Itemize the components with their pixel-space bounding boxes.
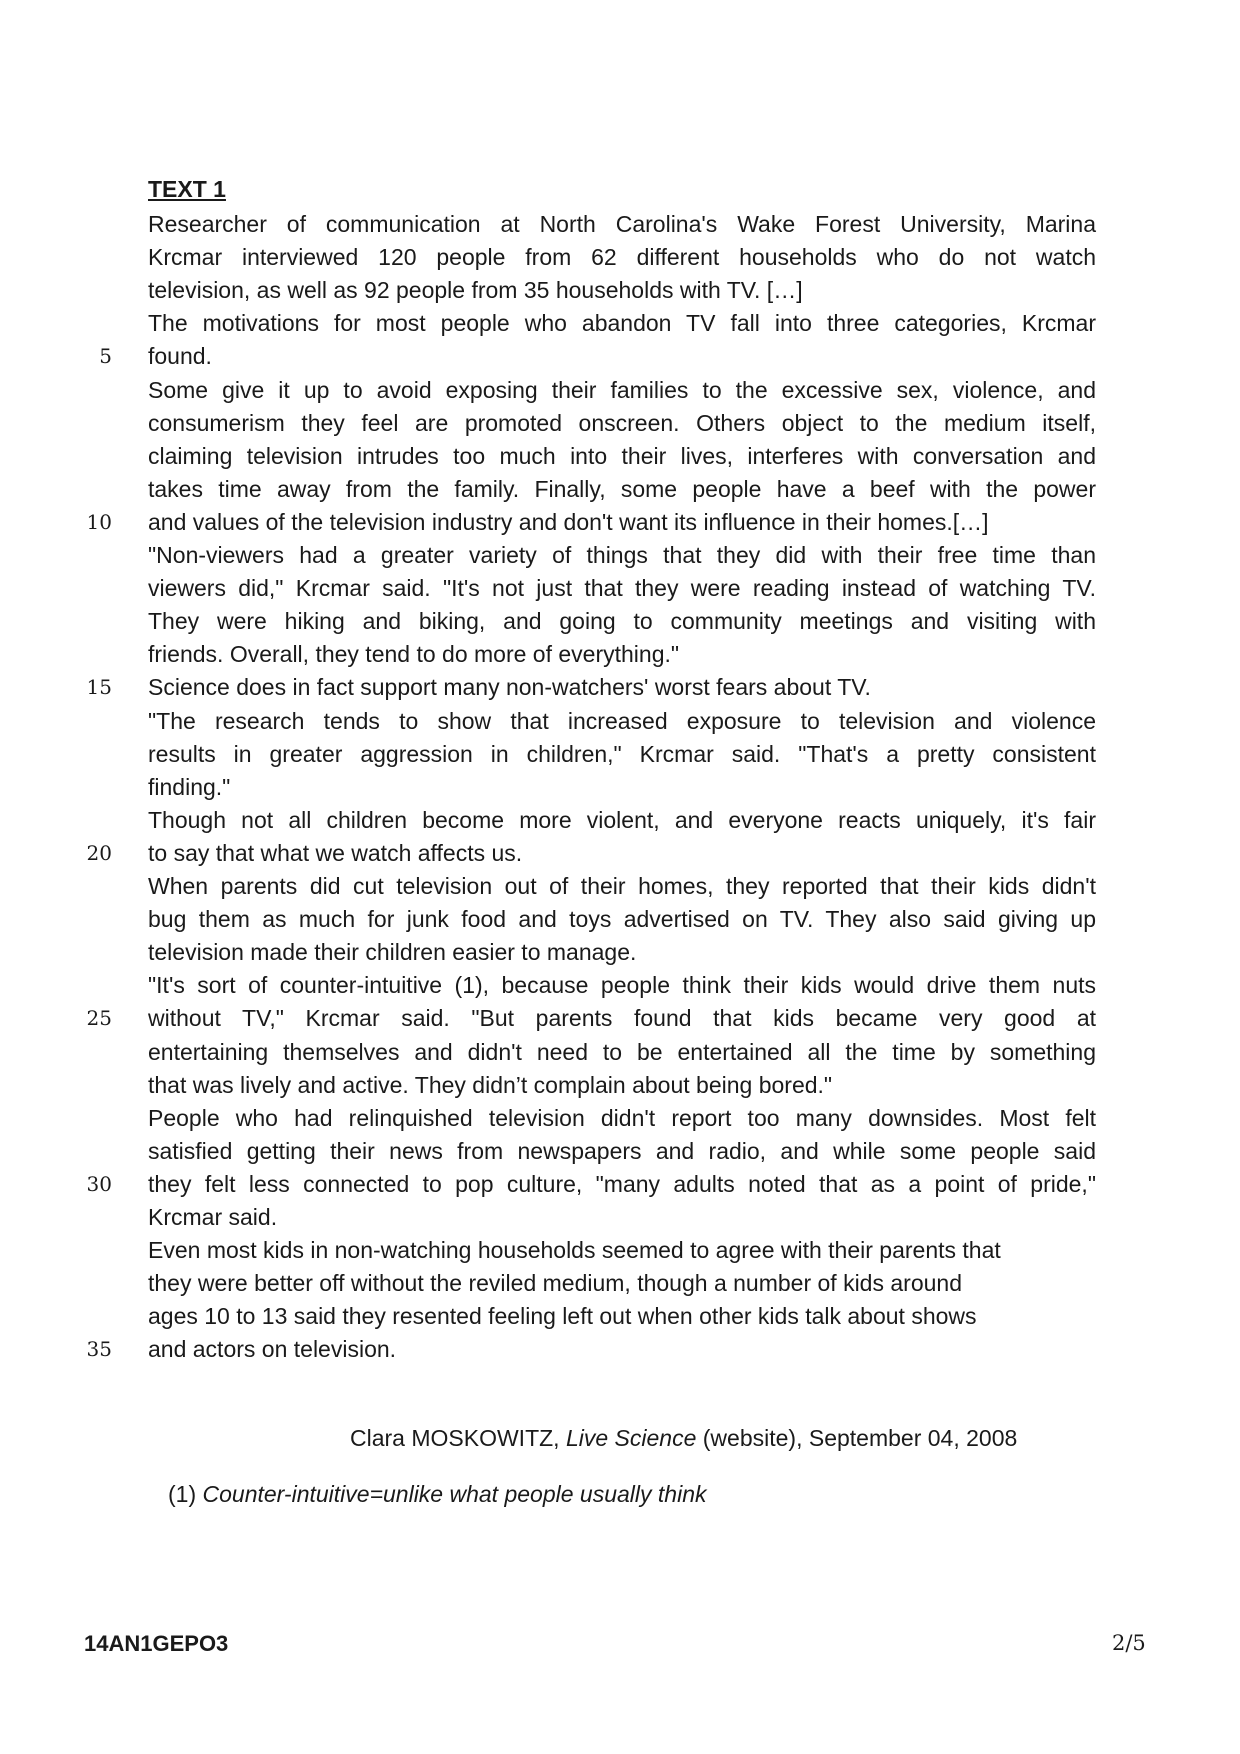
line-number: 35 (86, 1337, 112, 1362)
text-line: friends. Overall, they tend to do more of everything." (148, 641, 680, 668)
text-line: viewers did," Krcmar said. "It's not just that they were reading instead of watching TV. (148, 575, 1096, 602)
text-line: ages 10 to 13 said they resented feeling left out when other kids talk about shows (148, 1303, 977, 1330)
source-citation (350, 1422, 1017, 1455)
line-number: 10 (86, 509, 112, 534)
text-line: satisfied getting their news from newspapers and radio, and while some people said (148, 1137, 1096, 1164)
text-line: entertaining themselves and didn't need to be entertained all the time by something (148, 1038, 1096, 1065)
text-heading: TEXT 1 (148, 176, 226, 202)
footnote-marker: (1) (168, 1481, 197, 1507)
footnote-text: Counter-intuitive=unlike what people usually think (202, 1481, 707, 1507)
text-line: television, as well as 92 people from 35 households with TV. […] (148, 277, 803, 304)
text-line: without TV," Krcmar said. "But parents found that kids became very good at (148, 1005, 1096, 1032)
text-line: The motivations for most people who abandon TV fall into three categories, Krcmar (148, 310, 1096, 337)
text-line: claiming television intrudes too much into their lives, interferes with conversation and (148, 442, 1096, 469)
source-publication: Live Science (565, 1425, 697, 1451)
source-author: Clara MOSKOWITZ, (350, 1425, 560, 1451)
text-line: television made their children easier to manage. (148, 939, 637, 966)
text-line: and values of the television industry and don't want its influence in their homes.[…] (148, 508, 989, 535)
text-line: and actors on television. (148, 1336, 397, 1363)
text-line: People who had relinquished television didn't report too many downsides. Most felt (148, 1104, 1096, 1131)
text-line: They were hiking and biking, and going to community meetings and visiting with (148, 608, 1096, 635)
line-number: 25 (86, 1006, 112, 1031)
text-line: that was lively and active. They didn’t complain about being bored." (148, 1071, 833, 1098)
text-line: Krcmar said. (148, 1204, 278, 1230)
line-number: 15 (86, 675, 112, 700)
footnote (168, 1478, 706, 1511)
exam-code: 14AN1GEPO3 (84, 1631, 229, 1656)
text-line: Researcher of communication at North Carolina's Wake Forest University, Marina (148, 211, 1096, 237)
text-line: "The research tends to show that increased exposure to television and violence (148, 707, 1096, 734)
text-line: takes time away from the family. Finally, some people have a beef with the power (148, 475, 1096, 502)
source-details: (website), September 04, 2008 (702, 1425, 1018, 1451)
text-line: Krcmar interviewed 120 people from 62 different households who do not watch (148, 244, 1096, 271)
page-number: 2/5 (1112, 1631, 1146, 1655)
line-number: 20 (86, 840, 112, 865)
text-line: When parents did cut television out of their homes, they reported that their kids didn't (148, 873, 1096, 899)
text-line: "It's sort of counter-intuitive (1), because people think their kids would drive them nuts (148, 972, 1096, 999)
text-line: they were better off without the reviled medium, though a number of kids around (148, 1270, 962, 1297)
text-line: they felt less connected to pop culture, "many adults noted that as a point of pride," (148, 1170, 1096, 1197)
line-number: 30 (86, 1171, 112, 1196)
text-line: Though not all children become more violent, and everyone reacts uniquely, it's fair (148, 806, 1096, 833)
text-line: to say that what we watch affects us. (148, 839, 523, 866)
text-line: finding." (148, 773, 231, 800)
text-line: results in greater aggression in children," Krcmar said. "That's a pretty consistent (148, 740, 1096, 767)
text-line: found. (148, 343, 212, 370)
text-line: Science does in fact support many non-watchers' worst fears about TV. (148, 674, 871, 701)
text-line: Some give it up to avoid exposing their families to the excessive sex, violence, and (148, 376, 1096, 403)
text-line: Even most kids in non-watching households seemed to agree with their parents that (148, 1237, 1001, 1264)
text-line: "Non-viewers had a greater variety of things that they did with their free time than (148, 542, 1096, 568)
text-line: consumerism they feel are promoted onscreen. Others object to the medium itself, (148, 409, 1096, 436)
text-line: bug them as much for junk food and toys advertised on TV. They also said giving up (148, 906, 1096, 933)
line-number: 5 (99, 344, 112, 369)
